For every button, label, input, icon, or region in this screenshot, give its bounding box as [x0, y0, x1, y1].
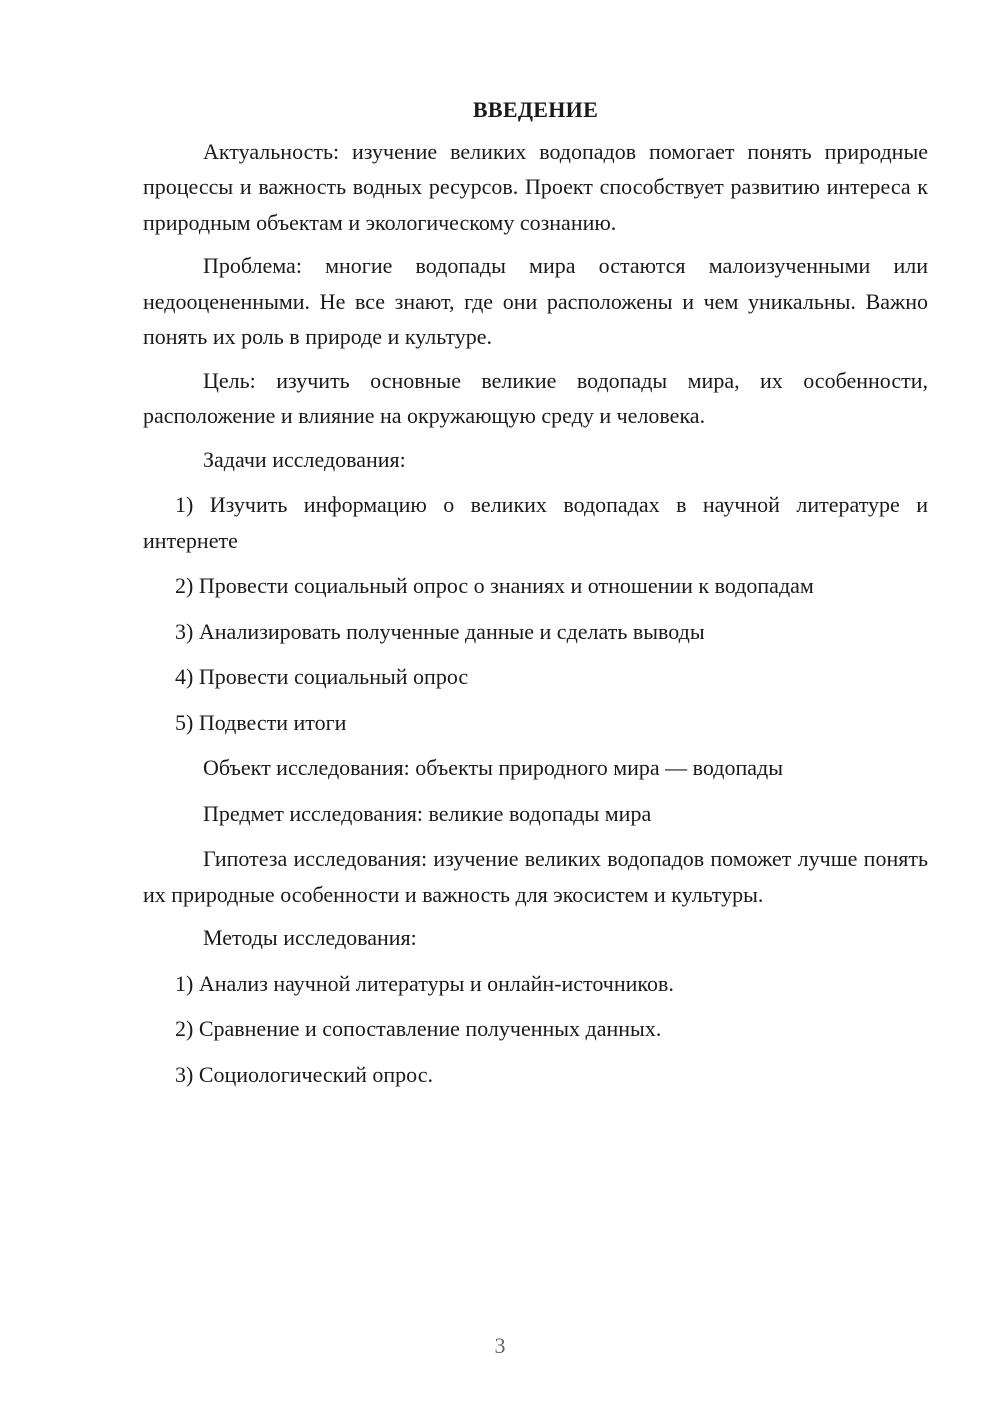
- task-item-3: 3) Анализировать полученные данные и сделать выводы: [175, 618, 705, 644]
- problem-paragraph: Проблема: многие водопады мира остаются малоизученными или недооцененными. Не все знают, где они расположены и чем уникальны. Важно понять их роль в природе и культуре.: [143, 253, 928, 349]
- document-page: [143, 92, 928, 1102]
- task-item-2: 2) Провести социальный опрос о знаниях и отношении к водопадам: [175, 573, 814, 598]
- hypothesis-paragraph: Гипотеза исследования: изучение великих водопадов поможет лучше понять их природные особенности и важность для экосистем и культуры.: [143, 846, 928, 907]
- tasks-heading: Задачи исследования:: [203, 446, 406, 472]
- object-line: Объект исследования: объекты природного мира — водопады: [203, 755, 783, 780]
- task-item-4: 4) Провести социальный опрос: [175, 664, 469, 689]
- task-item-5: 5) Подвести итоги: [175, 709, 347, 735]
- page-number: 3: [494, 1333, 506, 1358]
- subject-line: Предмет исследования: великие водопады мира: [203, 800, 652, 826]
- task-item-1: 1) Изучить информацию о великих водопадах в научной литературе и интернете: [143, 492, 928, 553]
- method-item-1: 1) Анализ научной литературы и онлайн-источников.: [175, 970, 674, 996]
- methods-heading: Методы исследования:: [203, 925, 417, 950]
- section-title: ВВЕДЕНИЕ: [472, 97, 599, 122]
- method-item-3: 3) Социологический опрос.: [175, 1061, 433, 1087]
- goal-paragraph: Цель: изучить основные великие водопады мира, их особенности, расположение и влияние на окружающую среду и человека.: [143, 367, 928, 428]
- relevance-paragraph: Актуальность: изучение великих водопадов помогает понять природные процессы и важность водных ресурсов. Проект способствует развитию интереса к природным объектам и экологическому сознанию.: [143, 138, 928, 235]
- method-item-2: 2) Сравнение и сопоставление полученных данных.: [175, 1016, 662, 1041]
